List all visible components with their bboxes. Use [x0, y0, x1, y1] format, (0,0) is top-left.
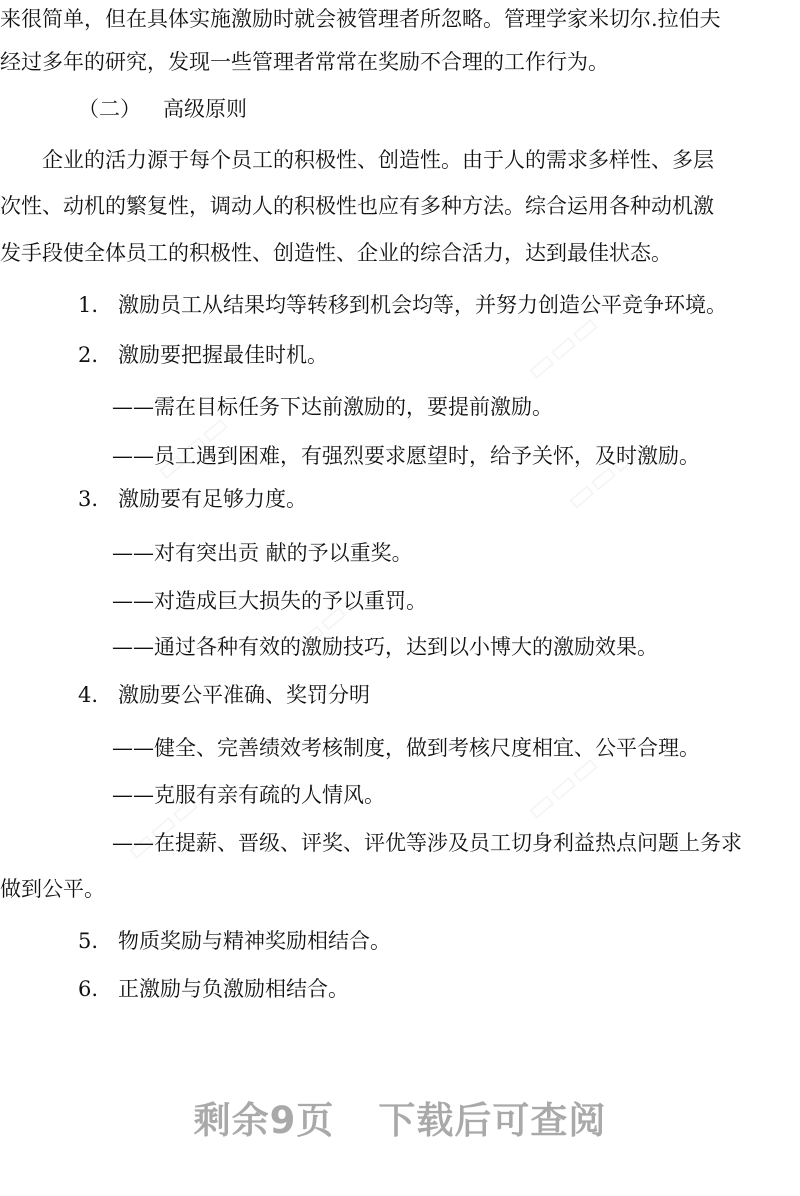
list-item-number: 1. [78, 293, 99, 317]
remaining-pages-text: 剩余9页 [193, 1099, 335, 1142]
dash-item: ——对有突出贡 献的予以重奖。 [112, 541, 413, 565]
list-item [78, 680, 370, 710]
list-item [78, 484, 307, 514]
section-heading [78, 94, 247, 124]
list-item-number: 5. [78, 929, 99, 953]
list-item-text: 激励要有足够力度。 [118, 487, 307, 511]
list-item-number: 6. [78, 977, 99, 1001]
download-to-view-text: 下载后可查阅 [378, 1099, 607, 1142]
list-item-number: 3. [78, 487, 99, 511]
dash-item: ——健全、完善绩效考核制度，做到考核尺度相宜、公平合理。 [112, 736, 700, 760]
dash-item: ——对造成巨大损失的予以重罚。 [112, 589, 427, 613]
list-item-text: 激励员工从结果均等转移到机会均等，并努力创造公平竞争环境。 [118, 293, 727, 317]
list-item [78, 926, 391, 956]
body-text-line: 次性、动机的繁复性，调动人的积极性也应有多种方法。综合运用各种动机激 [0, 194, 714, 218]
download-prompt-banner[interactable] [0, 1090, 800, 1144]
list-item [78, 290, 727, 320]
list-item-text: 物质奖励与精神奖励相结合。 [118, 929, 391, 953]
body-text-line: 来很简单，但在具体实施激励时就会被管理者所忽略。管理学家米切尔.拉伯夫 [0, 7, 721, 31]
list-item-number: 2. [78, 343, 99, 367]
dash-item: ——通过各种有效的激励技巧，达到以小博大的激励效果。 [112, 635, 658, 659]
list-item-text: 正激励与负激励相结合。 [118, 977, 349, 1001]
dash-item: ——员工遇到困难，有强烈要求愿望时，给予关怀，及时激励。 [112, 444, 700, 468]
dash-item: ——需在目标任务下达前激励的，要提前激励。 [112, 395, 553, 419]
body-text-line: 发手段使全体员工的积极性、创造性、企业的综合活力，达到最佳状态。 [0, 241, 672, 265]
dash-item: ——在提薪、晋级、评奖、评优等涉及员工切身利益热点问题上务求 [112, 831, 742, 855]
dash-item: ——克服有亲有疏的人情风。 [112, 783, 385, 807]
list-item-text: 激励要把握最佳时机。 [118, 343, 328, 367]
section-title: 高级原则 [163, 97, 247, 121]
body-text-line: 企业的活力源于每个员工的积极性、创造性。由于人的需求多样性、多层 [42, 148, 714, 172]
list-item-text: 激励要公平准确、奖罚分明 [118, 683, 370, 707]
list-item [78, 974, 349, 1004]
list-item [78, 340, 328, 370]
body-text-line: 做到公平。 [0, 877, 105, 901]
body-text-line: 经过多年的研究，发现一些管理者常常在奖励不合理的工作行为。 [0, 50, 609, 74]
section-number: （二） [78, 97, 141, 121]
list-item-number: 4. [78, 683, 99, 707]
